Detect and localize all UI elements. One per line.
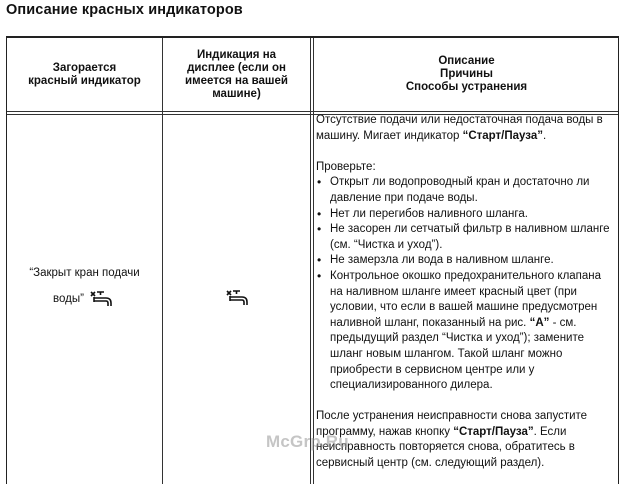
- check-item: • Нет ли перегибов наливного шланга.: [316, 207, 616, 223]
- watermark: McGrp.Ru: [266, 432, 349, 451]
- intro-end: .: [542, 129, 547, 142]
- header-display-label: Индикация на дисплее (если он имеется на вашей машине): [185, 48, 288, 100]
- indicator-name-line1: “Закрыт кран подачи: [29, 267, 140, 279]
- start-pause-label: “Старт/Пауза”: [453, 425, 534, 438]
- check-heading: Проверьте:: [316, 160, 376, 173]
- indicator-cell: [7, 260, 162, 312]
- description-intro: [316, 113, 616, 144]
- display-faucet-icon: [224, 286, 252, 310]
- check-item: [316, 269, 616, 394]
- check-item: • Не замерзла ли вода в наливном шланге.: [316, 253, 616, 269]
- check-item: • Открыт ли водопроводный кран и достаточно ли давление при подаче воды.: [316, 175, 616, 206]
- header-indicator: [7, 38, 162, 111]
- column-divider: [310, 38, 311, 484]
- spacer: [316, 144, 616, 160]
- header-indicator-label: Загорается красный индикатор: [28, 61, 141, 87]
- check-item-text-end: - см. предыдущий раздел “Чистка и уход”); замените шланг новым шлангом. Такой шланг можно приобрести в сервисном центре или у специализированного дилера.: [330, 316, 584, 392]
- header-description: [314, 38, 619, 111]
- indicator-name-line2-wrap: [53, 286, 116, 312]
- check-item-text: Контрольное окошко предохранительного клапана на наливном шланге имеет красный цвет (при условии, что если в вашей машине предусмотрен наливной шланг, показанный на рис.: [330, 269, 602, 329]
- outro-end: . Если неисправность повторяется снова, обратитесь в сервисный центр (см. следующий раздел).: [316, 425, 575, 470]
- indicator-table: [6, 36, 619, 484]
- start-pause-label: “Старт/Пауза”: [462, 129, 543, 142]
- outro-text: После устранения неисправности снова запустите программу, нажав кнопку: [316, 410, 588, 438]
- spacer: [316, 394, 616, 410]
- figure-a-label: “А”: [529, 316, 550, 329]
- description-cell: [316, 113, 616, 472]
- header-description-label: Описание Причины Способы устранения: [405, 55, 528, 93]
- page-title: Описание красных индикаторов: [6, 2, 243, 18]
- indicator-name-line2: воды”: [53, 293, 84, 305]
- check-list: [316, 175, 616, 393]
- intro-text: Отсутствие подачи или недостаточная подача воды в машину. Мигает индикатор: [316, 114, 603, 142]
- check-item: • Не засорен ли сетчатый фильтр в наливном шланге (см. “Чистка и уход”).: [316, 222, 616, 253]
- header-display: [163, 38, 310, 111]
- description-outro: [316, 409, 616, 471]
- header-divider: [7, 111, 618, 112]
- faucet-icon: [88, 287, 116, 311]
